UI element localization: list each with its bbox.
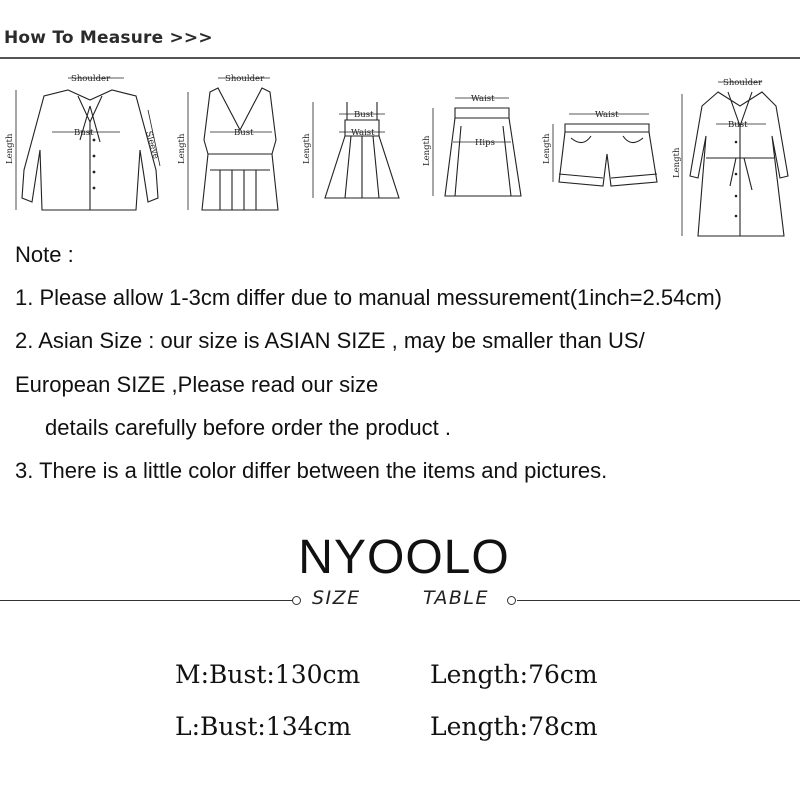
label-length: Length bbox=[177, 133, 187, 164]
skirt-illustration bbox=[422, 92, 535, 212]
how-to-measure-title: How To Measure >>> bbox=[4, 28, 213, 48]
label-length: Length bbox=[5, 133, 15, 164]
blouse-illustration bbox=[5, 70, 168, 220]
brand-name: NYOOLO bbox=[298, 531, 510, 584]
measurement-guide bbox=[0, 62, 800, 242]
label-bust: Bust bbox=[354, 110, 374, 120]
size-table-word-size: SIZE bbox=[312, 587, 361, 609]
label-bust: Bust bbox=[74, 128, 94, 138]
header-divider bbox=[0, 57, 800, 59]
note-line-2: 2. Asian Size : our size is ASIAN SIZE , may be smaller than US/ bbox=[15, 328, 645, 353]
size-m-length: Length:76cm bbox=[430, 660, 598, 689]
label-length: Length bbox=[672, 147, 682, 178]
label-length: Length bbox=[542, 133, 552, 164]
label-waist: Waist bbox=[595, 110, 619, 120]
note-heading: Note : bbox=[15, 242, 74, 267]
tank-top-illustration bbox=[177, 70, 300, 220]
note-line-1: 1. Please allow 1-3cm differ due to manual messurement(1inch=2.54cm) bbox=[15, 285, 722, 310]
note-line-3: European SIZE ,Please read our size bbox=[15, 372, 379, 397]
label-shoulder: Shoulder bbox=[723, 78, 763, 88]
label-waist: Waist bbox=[471, 94, 495, 104]
shorts-illustration bbox=[542, 102, 670, 202]
size-table-right-rule bbox=[517, 600, 800, 601]
label-bust: Bust bbox=[234, 128, 254, 138]
size-table-word-table: TABLE bbox=[423, 587, 489, 609]
label-bust: Bust bbox=[728, 120, 748, 130]
size-table-right-dot bbox=[507, 596, 516, 605]
trench-coat-illustration bbox=[672, 66, 798, 242]
label-sleeve: Sleeve bbox=[143, 130, 161, 161]
size-l-length: Length:78cm bbox=[430, 712, 598, 741]
size-table-left-rule bbox=[0, 600, 292, 601]
label-hips: Hips bbox=[475, 138, 495, 148]
strap-dress-illustration bbox=[302, 92, 420, 212]
label-length: Length bbox=[302, 133, 312, 164]
note-line-5: 3. There is a little color differ between the items and pictures. bbox=[15, 458, 608, 483]
size-m-bust: M:Bust:130cm bbox=[175, 660, 361, 689]
label-length: Length bbox=[422, 135, 432, 166]
size-l-bust: L:Bust:134cm bbox=[175, 712, 352, 741]
label-shoulder: Shoulder bbox=[71, 74, 111, 84]
size-table-left-dot bbox=[292, 596, 301, 605]
note-line-4: details carefully before order the product . bbox=[45, 415, 452, 440]
label-waist: Waist bbox=[351, 128, 375, 138]
label-shoulder: Shoulder bbox=[225, 74, 265, 84]
